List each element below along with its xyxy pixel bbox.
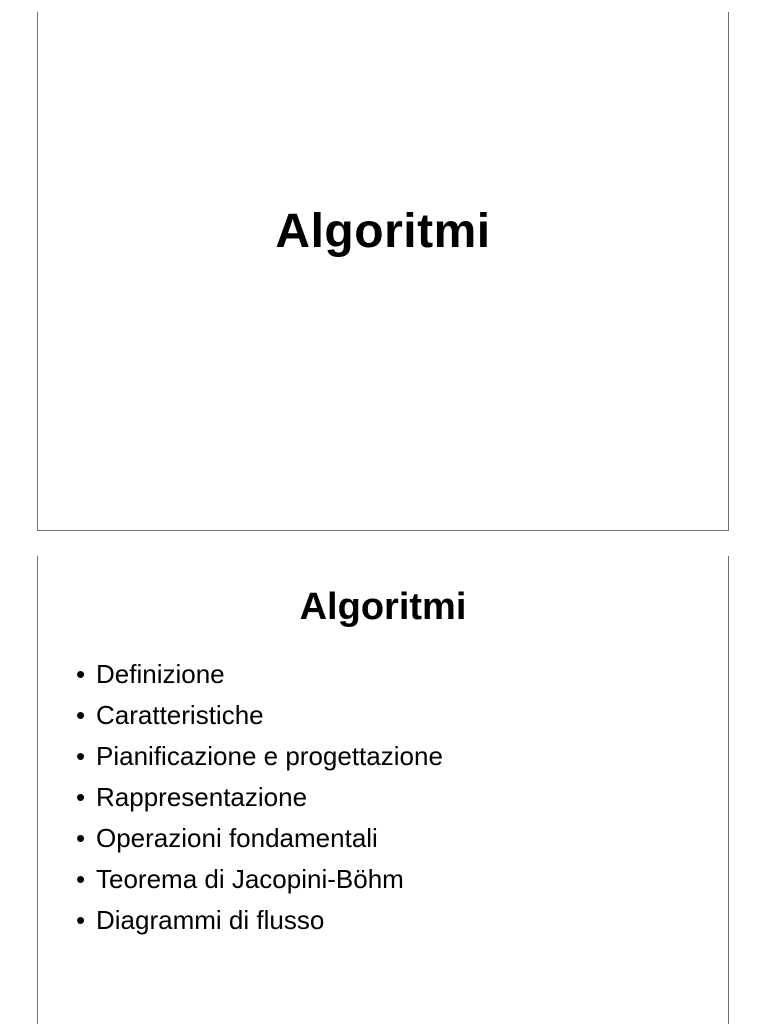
bullet-icon: • (76, 659, 86, 689)
bullet-text: Operazioni fondamentali (96, 823, 378, 853)
bullet-item (76, 777, 443, 818)
slide-title: Algoritmi (299, 586, 467, 628)
bullet-item (76, 695, 443, 736)
bullet-text: Rappresentazione (96, 782, 308, 812)
bullet-text: Caratteristiche (96, 700, 264, 730)
bullet-icon: • (76, 700, 86, 730)
slide-title-page (37, 12, 729, 531)
bullet-icon: • (76, 905, 86, 935)
bullet-item (76, 736, 443, 777)
bullet-item (76, 859, 443, 900)
bullet-icon: • (76, 782, 86, 812)
bullet-item (76, 654, 443, 695)
bullet-list (76, 654, 443, 941)
slide-title: Algoritmi (275, 205, 491, 258)
bullet-text: Teorema di Jacopini-Böhm (96, 864, 404, 894)
bullet-item (76, 818, 443, 859)
slide-outline (37, 556, 729, 1024)
bullet-item (76, 900, 443, 941)
bullet-icon: • (76, 741, 86, 771)
bullet-icon: • (76, 864, 86, 894)
bullet-text: Pianificazione e progettazione (96, 741, 443, 771)
bullet-text: Diagrammi di flusso (96, 905, 325, 935)
bullet-text: Definizione (96, 659, 225, 689)
bullet-icon: • (76, 823, 86, 853)
